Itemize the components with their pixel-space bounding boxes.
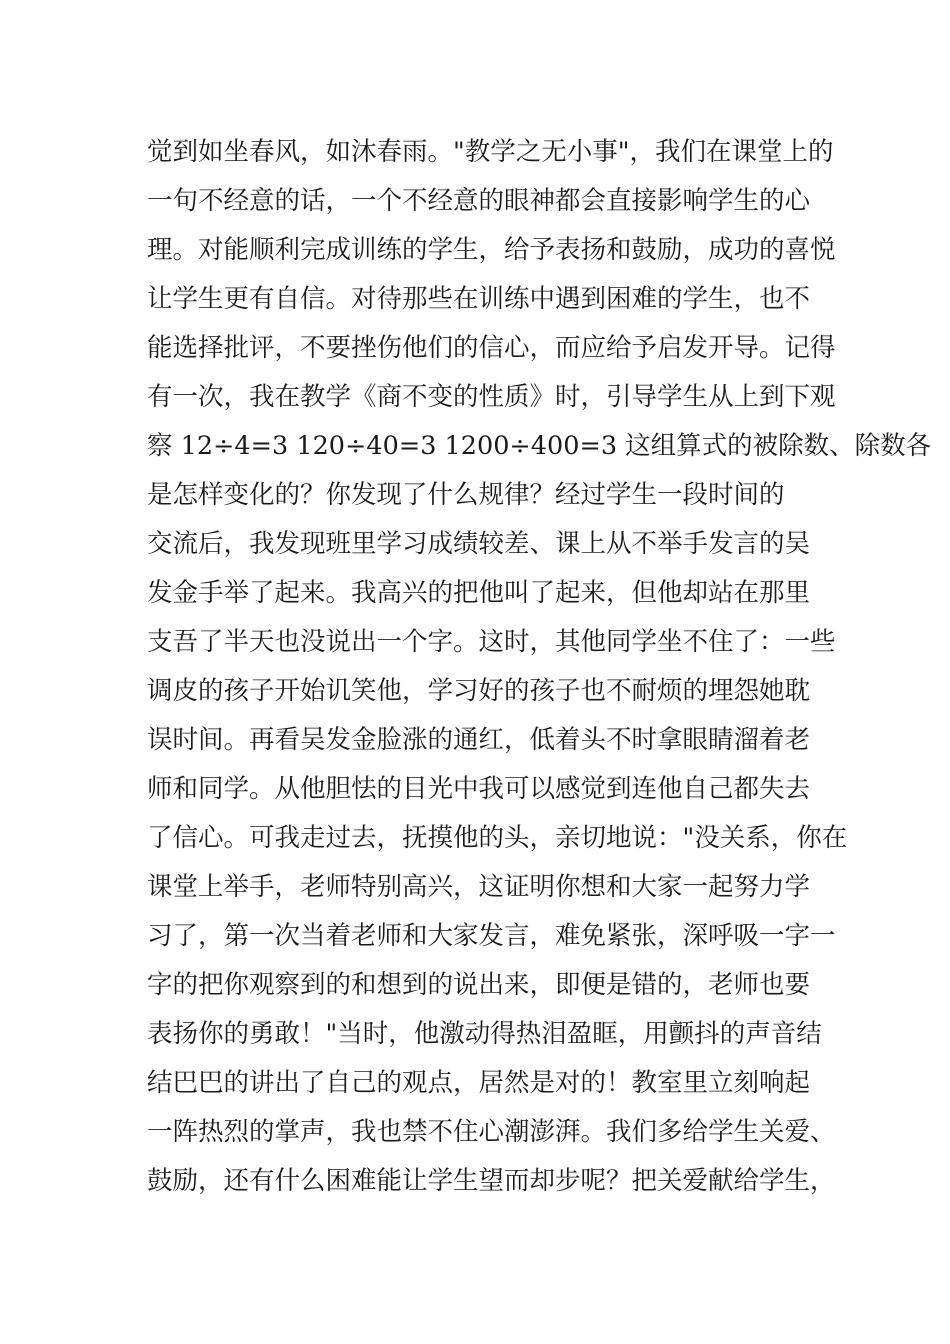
text-line-16: 课堂上举手，老师特别高兴，这证明你想和大家一起努力学 (147, 872, 811, 902)
text-line-12: 调皮的孩子开始讥笑他，学习好的孩子也不耐烦的埋怨她耽 (147, 676, 811, 706)
text-line-8: 是怎样变化的？你发现了什么规律？经过学生一段时间的 (147, 480, 785, 510)
text-line-15: 了信心。可我走过去，抚摸他的头，亲切地说："没关系，你在 (147, 823, 848, 853)
text-line-7: 察 12÷4=3 120÷40=3 1200÷400=3 这组算式的被除数、除数各 (147, 431, 932, 461)
text-line-9: 交流后，我发现班里学习成绩较差、课上从不举手发言的吴 (147, 529, 811, 559)
text-line-3: 理。对能顺利完成训练的学生，给予表扬和鼓励，成功的喜悦 (147, 235, 836, 265)
text-line-18: 字的把你观察到的和想到的说出来，即便是错的，老师也要 (147, 970, 811, 1000)
text-line-20: 结巴巴的讲出了自己的观点，居然是对的！教室里立刻响起 (147, 1068, 811, 1098)
text-line-1: 觉到如坐春风，如沐春雨。"教学之无小事"，我们在课堂上的 (147, 137, 834, 167)
text-line-13: 误时间。再看吴发金脸涨的通红，低着头不时拿眼睛溜着老 (147, 725, 811, 755)
text-line-21: 一阵热烈的掌声，我也禁不住心潮澎湃。我们多给学生关爱、 (147, 1117, 836, 1147)
text-line-2: 一句不经意的话，一个不经意的眼神都会直接影响学生的心 (147, 186, 811, 216)
text-line-14: 师和同学。从他胆怯的目光中我可以感觉到连他自己都失去 (147, 774, 811, 804)
text-line-5: 能选择批评，不要挫伤他们的信心，而应给予启发开导。记得 (147, 333, 836, 363)
text-line-19: 表扬你的勇敢！"当时，他激动得热泪盈眶，用颤抖的声音结 (147, 1019, 822, 1049)
body-paragraph (147, 128, 932, 1206)
text-line-11: 支吾了半天也没说出一个字。这时，其他同学坐不住了：一些 (147, 627, 836, 657)
text-line-4: 让学生更有自信。对待那些在训练中遇到困难的学生，也不 (147, 284, 811, 314)
text-line-10: 发金手举了起来。我高兴的把他叫了起来，但他却站在那里 (147, 578, 811, 608)
text-line-22: 鼓励，还有什么困难能让学生望而却步呢？把关爱献给学生， (147, 1166, 836, 1196)
text-line-6: 有一次，我在教学《商不变的性质》时，引导学生从上到下观 (147, 382, 836, 412)
text-line-17: 习了，第一次当着老师和大家发言，难免紧张，深呼吸一字一 (147, 921, 836, 951)
